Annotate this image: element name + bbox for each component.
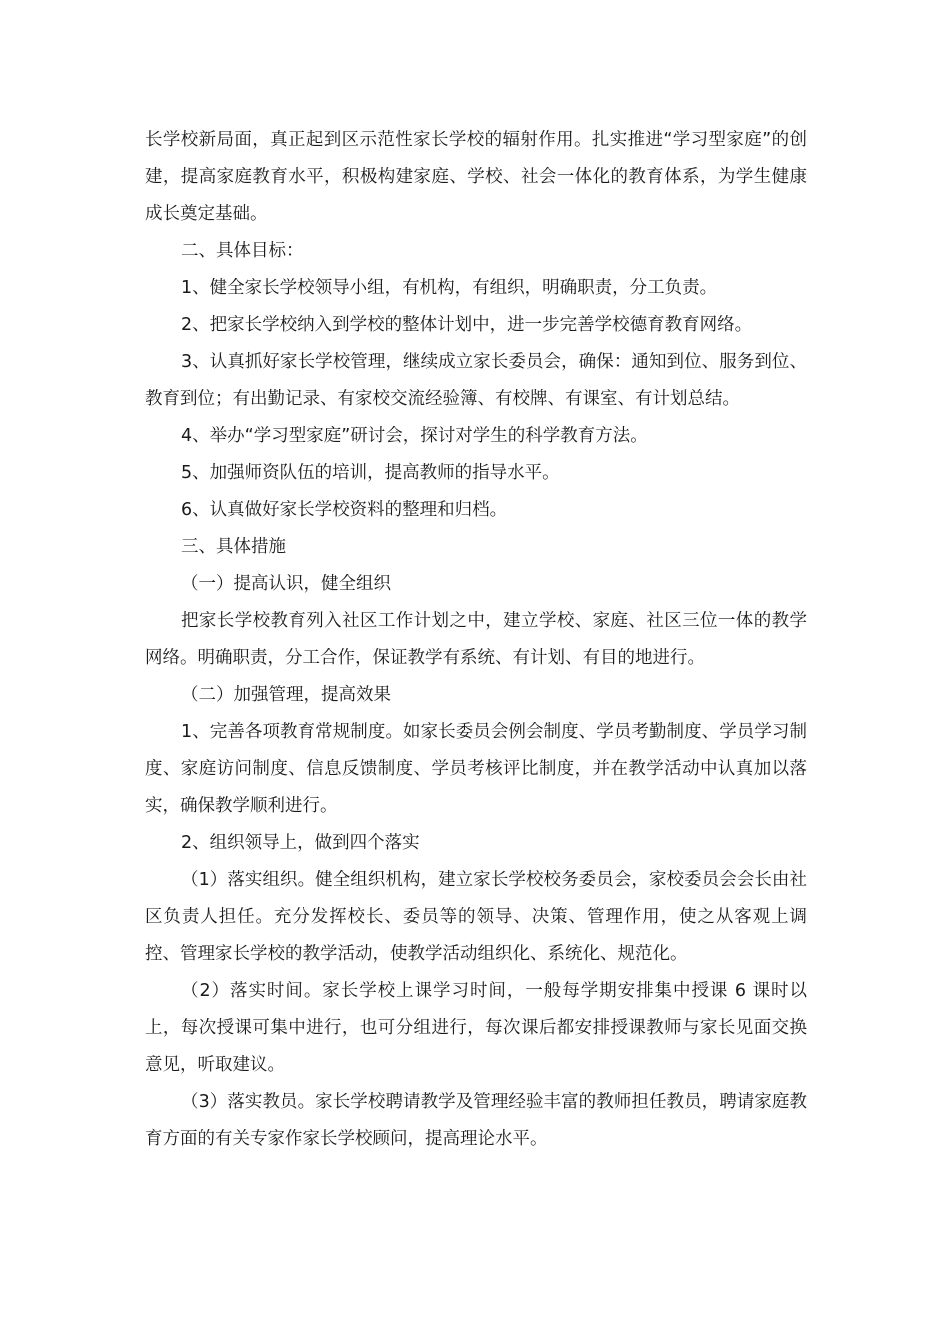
subsection-heading-2: （二）加强管理，提高效果	[181, 685, 391, 705]
sub-item-organization: （1）落实组织。健全组织机构，建立家长学校校务委员会，家校委员会会长由社区负责人担任。充分发挥校长、委员等的领导、决策、管理作用，使之从客观上调控、管理家长学校的教学活动，使教学活动组织化、系统化、规范化。	[145, 870, 807, 964]
paragraph-continuation: 长学校新局面，真正起到区示范性家长学校的辐射作用。扎实推进“学习型家庭”的创建，提高家庭教育水平，积极构建家庭、学校、社会一体化的教育体系，为学生健康成长奠定基础。	[145, 130, 807, 224]
paragraph-organization: 把家长学校教育列入社区工作计划之中，建立学校、家庭、社区三位一体的教学网络。明确职责，分工合作，保证教学有系统、有计划、有目的地进行。	[145, 611, 807, 668]
goal-item-5: 5、加强师资队伍的培训，提高教师的指导水平。	[181, 463, 560, 483]
goal-item-6: 6、认真做好家长学校资料的整理和归档。	[181, 500, 508, 520]
goal-item-2: 2、把家长学校纳入到学校的整体计划中，进一步完善学校德育教育网络。	[181, 315, 753, 335]
sub-item-time: （2）落实时间。家长学校上课学习时间，一般每学期安排集中授课 6 课时以上，每次授课可集中进行，也可分组进行，每次课后都安排授课教师与家长见面交换意见，听取建议。	[145, 981, 807, 1075]
measure-item-2: 2、组织领导上，做到四个落实	[181, 833, 420, 853]
subsection-heading-1: （一）提高认识，健全组织	[181, 574, 391, 594]
goal-item-4: 4、举办“学习型家庭”研讨会，探讨对学生的科学教育方法。	[181, 426, 648, 446]
section-heading-measures: 三、具体措施	[181, 537, 286, 557]
document-body	[145, 122, 807, 1158]
sub-item-teachers: （3）落实教员。家长学校聘请教学及管理经验丰富的教师担任教员，聘请家庭教育方面的有关专家作家长学校顾问，提高理论水平。	[145, 1092, 807, 1149]
goal-item-3: 3、认真抓好家长学校管理，继续成立家长委员会，确保：通知到位、服务到位、教育到位；有出勤记录、有家校交流经验簿、有校牌、有课室、有计划总结。	[145, 352, 807, 409]
goal-item-1: 1、健全家长学校领导小组，有机构，有组织，明确职责，分工负责。	[181, 278, 718, 298]
section-heading-specific-goals: 二、具体目标：	[181, 241, 304, 261]
measure-item-1: 1、完善各项教育常规制度。如家长委员会例会制度、学员考勤制度、学员学习制度、家庭访问制度、信息反馈制度、学员考核评比制度，并在教学活动中认真加以落实，确保教学顺利进行。	[145, 722, 807, 816]
